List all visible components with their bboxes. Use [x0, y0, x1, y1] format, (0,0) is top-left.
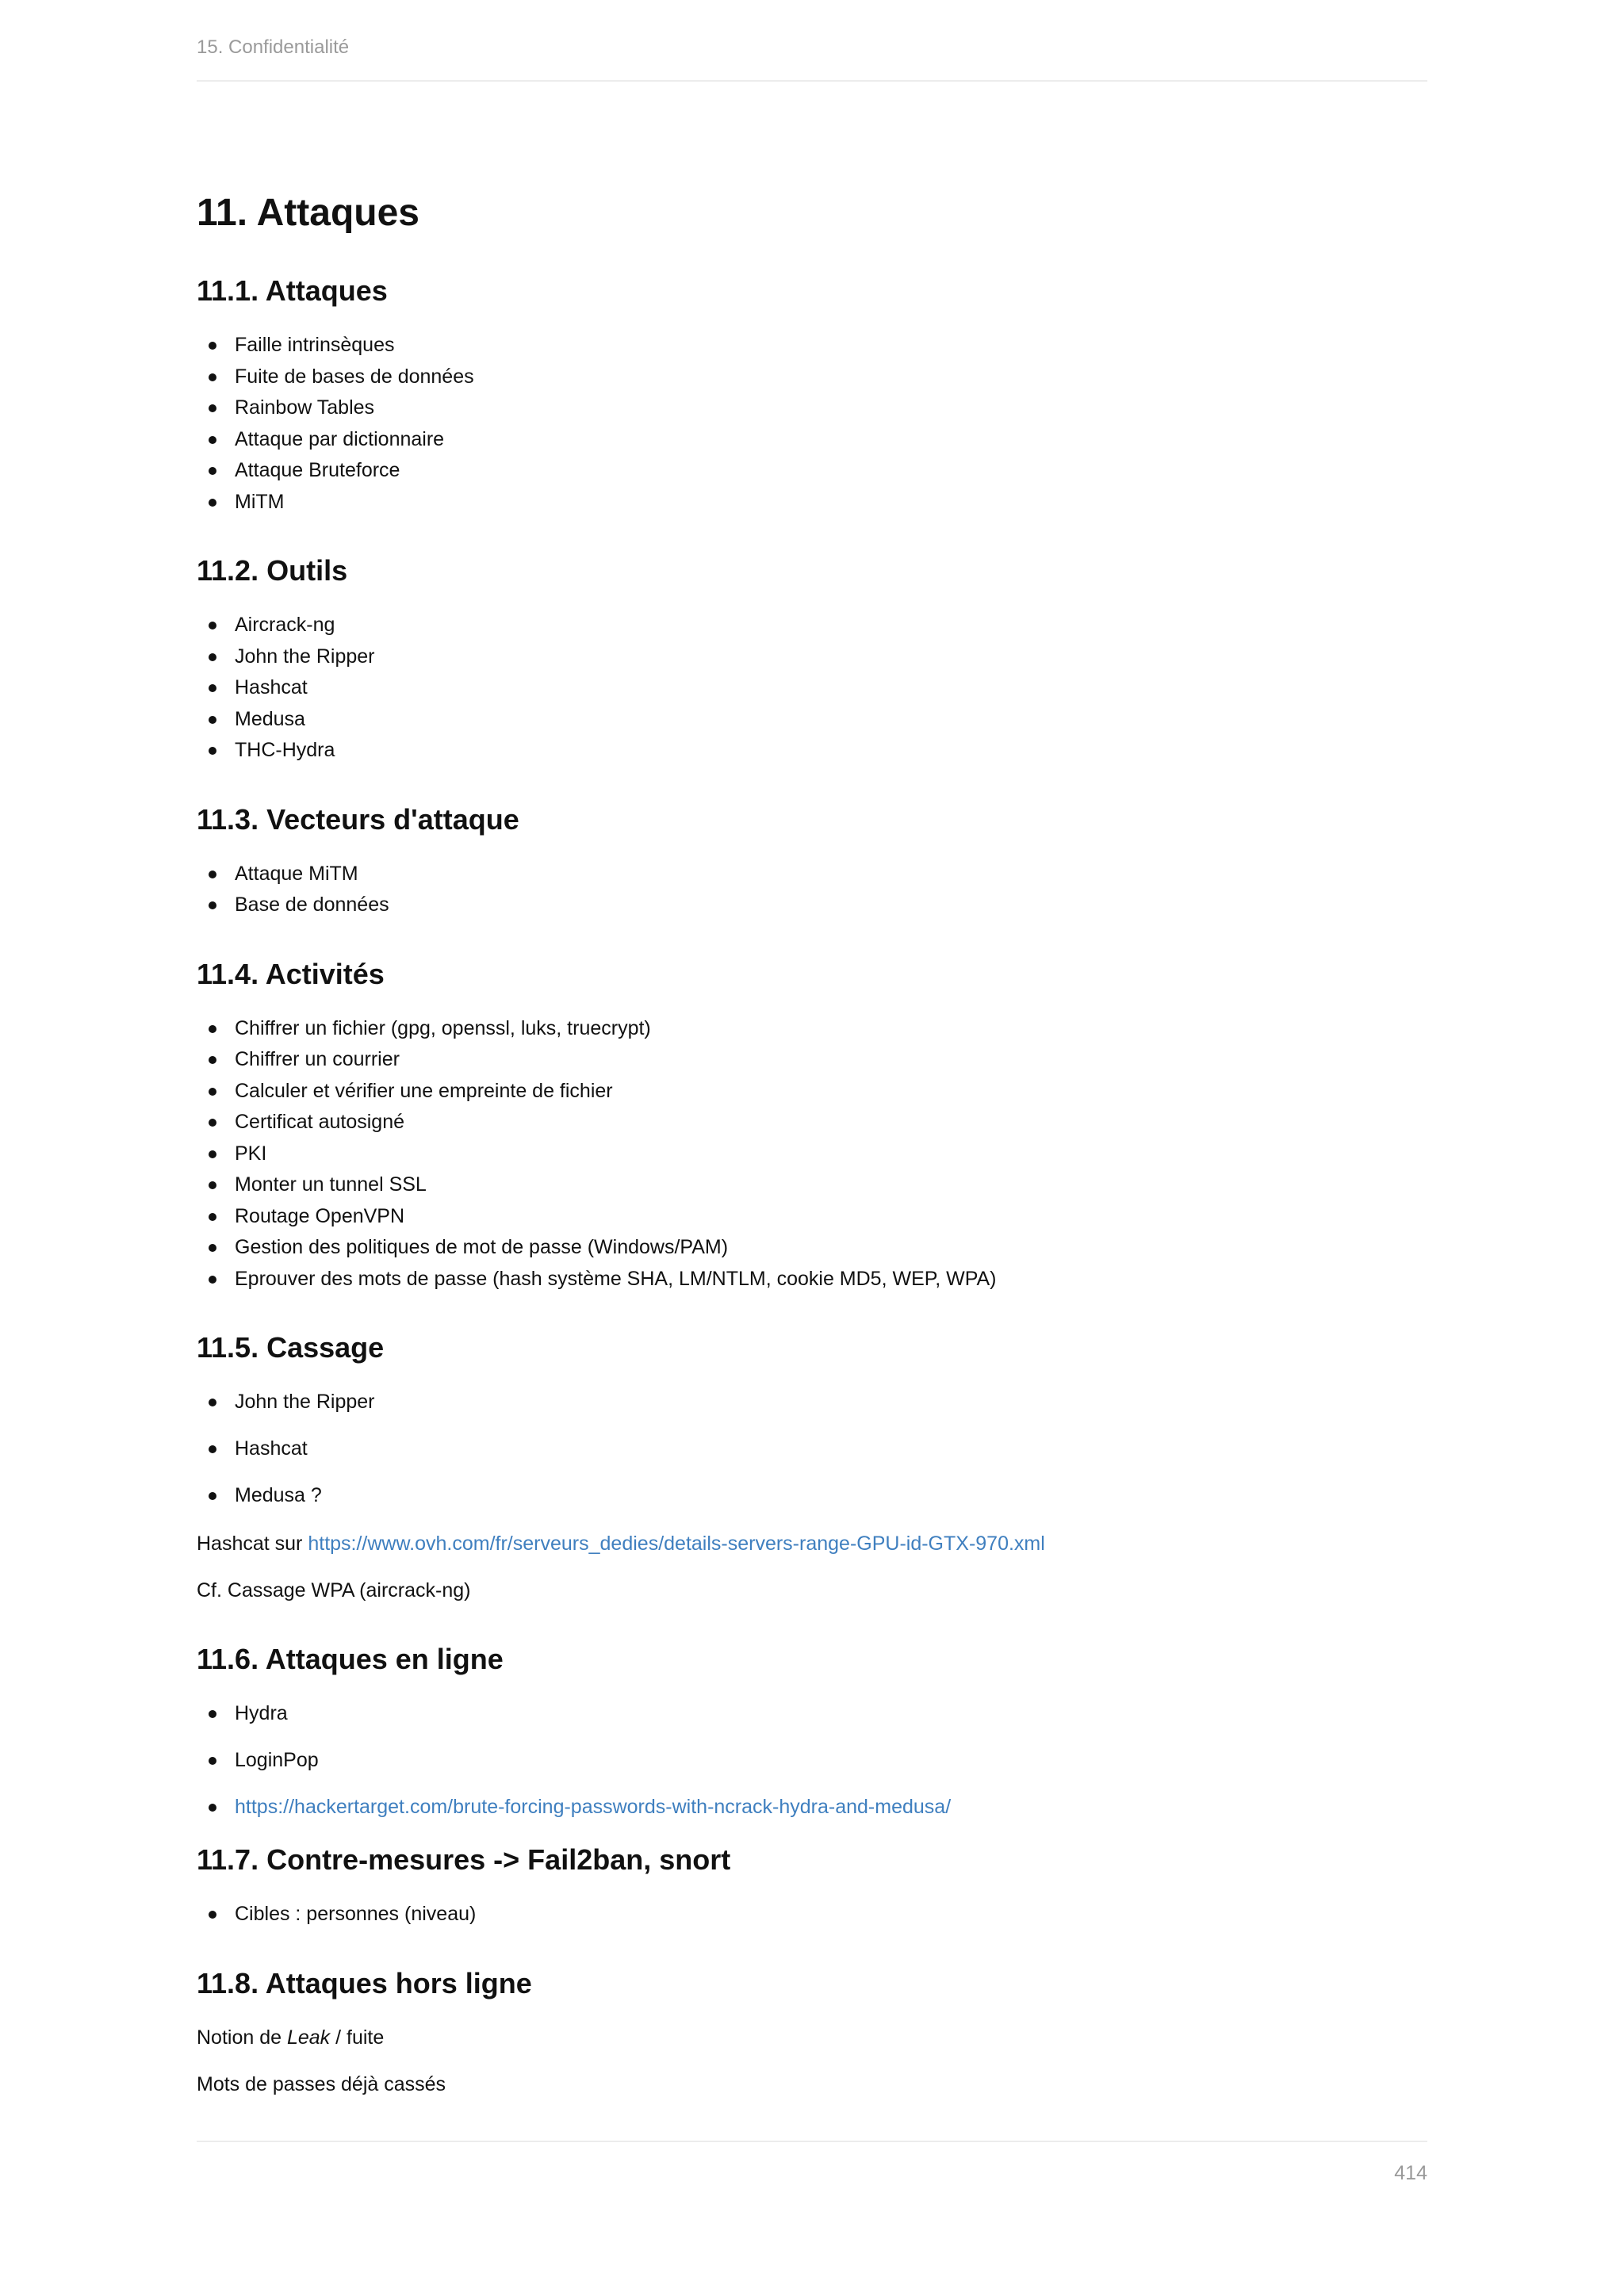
section-title-attaques: 11.1. Attaques	[197, 274, 388, 307]
bullet-icon	[209, 467, 216, 475]
bullet-icon	[209, 653, 216, 661]
bullet-icon	[209, 1445, 216, 1453]
section-title-outils: 11.2. Outils	[197, 554, 348, 587]
bullet-icon	[209, 1150, 216, 1158]
list-item: THC-Hydra	[235, 735, 1427, 767]
list-item	[235, 1792, 1427, 1823]
bullet-icon	[209, 1710, 216, 1718]
bullet-icon	[209, 436, 216, 444]
ovh-link[interactable]: https://www.ovh.com/fr/serveurs_dedies/details-servers-range-GPU-id-GTX-970.xml	[308, 1533, 1045, 1555]
contre-mesures-list	[197, 1899, 1427, 1931]
outils-list	[197, 610, 1427, 767]
attaques-en-ligne-list	[197, 1698, 1427, 1823]
section-title-attaques-hors-ligne: 11.8. Attaques hors ligne	[197, 1966, 532, 1999]
list-item: LoginPop	[235, 1745, 1427, 1776]
bullet-icon	[209, 901, 216, 909]
section-title-activites: 11.4. Activités	[197, 957, 385, 990]
bullet-icon	[209, 1119, 216, 1127]
attaques-list	[197, 330, 1427, 518]
list-item: MiTM	[235, 487, 1427, 519]
list-item: Certificat autosigné	[235, 1107, 1427, 1138]
bullet-icon	[209, 1911, 216, 1919]
list-item: Routage OpenVPN	[235, 1201, 1427, 1233]
activites-list	[197, 1013, 1427, 1295]
list-item: Hashcat	[235, 672, 1427, 704]
bullet-icon	[209, 871, 216, 878]
bullet-icon	[209, 342, 216, 350]
bullet-icon	[209, 684, 216, 692]
bullet-icon	[209, 373, 216, 381]
list-item: Gestion des politiques de mot de passe (Windows/PAM)	[235, 1232, 1427, 1264]
list-item: Fuite de bases de données	[235, 362, 1427, 393]
bullet-icon	[209, 1088, 216, 1096]
bullet-icon	[209, 1244, 216, 1252]
list-item: Monter un tunnel SSL	[235, 1169, 1427, 1201]
list-item: Calculer et vérifier une empreinte de fichier	[235, 1076, 1427, 1108]
cassage-list	[197, 1387, 1427, 1511]
list-item: Faille intrinsèques	[235, 330, 1427, 362]
list-item: Cibles : personnes (niveau)	[235, 1899, 1427, 1931]
section-title-cassage: 11.5. Cassage	[197, 1331, 385, 1364]
section-title-contre-mesures: 11.7. Contre-mesures -> Fail2ban, snort	[197, 1843, 731, 1876]
running-header: 15. Confidentialité	[197, 36, 350, 58]
list-item: Base de données	[235, 890, 1427, 921]
cf-paragraph: Cf. Cassage WPA (aircrack-ng)	[197, 1579, 471, 1601]
page-content	[197, 187, 1427, 2116]
list-item: Medusa ?	[235, 1480, 1427, 1511]
list-item: Attaque Bruteforce	[235, 455, 1427, 487]
list-item: Attaque MiTM	[235, 859, 1427, 890]
bullet-icon	[209, 1757, 216, 1765]
list-item: Attaque par dictionnaire	[235, 424, 1427, 456]
page-number: 414	[1394, 2162, 1427, 2184]
list-item: Eprouver des mots de passe (hash système SHA, LM/NTLM, cookie MD5, WEP, WPA)	[235, 1264, 1427, 1295]
bullet-icon	[209, 747, 216, 755]
list-item: Hydra	[235, 1698, 1427, 1729]
list-item: Hashcat	[235, 1433, 1427, 1464]
bullet-icon	[209, 1492, 216, 1500]
bullet-icon	[209, 1213, 216, 1221]
section-title-attaques-en-ligne: 11.6. Attaques en ligne	[197, 1643, 504, 1675]
list-item: Aircrack-ng	[235, 610, 1427, 641]
bullet-icon	[209, 499, 216, 507]
chapter-title: 11. Attaques	[197, 192, 419, 234]
bullet-icon	[209, 1025, 216, 1033]
notion-paragraph: Notion de Leak / fuite	[197, 2026, 385, 2049]
hackertarget-link[interactable]: https://hackertarget.com/brute-forcing-passwords-with-ncrack-hydra-and-medusa/	[235, 1796, 952, 1818]
bullet-icon	[209, 404, 216, 412]
list-item: John the Ripper	[235, 1387, 1427, 1418]
list-item: Medusa	[235, 704, 1427, 736]
vecteurs-list	[197, 859, 1427, 921]
bullet-icon	[209, 622, 216, 629]
bullet-icon	[209, 1804, 216, 1812]
list-item: PKI	[235, 1138, 1427, 1170]
footer-divider	[197, 2141, 1427, 2142]
bullet-icon	[209, 1056, 216, 1064]
list-item: John the Ripper	[235, 641, 1427, 673]
section-title-vecteurs: 11.3. Vecteurs d'attaque	[197, 802, 519, 836]
header-divider	[197, 80, 1427, 82]
hashcat-paragraph: Hashcat sur https://www.ovh.com/fr/serveurs_dedies/details-servers-range-GPU-id-GTX-970.xml	[197, 1533, 1045, 1555]
bullet-icon	[209, 1276, 216, 1284]
list-item: Rainbow Tables	[235, 392, 1427, 424]
bullet-icon	[209, 716, 216, 724]
mots-paragraph: Mots de passes déjà cassés	[197, 2072, 446, 2095]
bullet-icon	[209, 1181, 216, 1189]
list-item: Chiffrer un courrier	[235, 1044, 1427, 1076]
list-item: Chiffrer un fichier (gpg, openssl, luks, truecrypt)	[235, 1013, 1427, 1045]
bullet-icon	[209, 1399, 216, 1406]
